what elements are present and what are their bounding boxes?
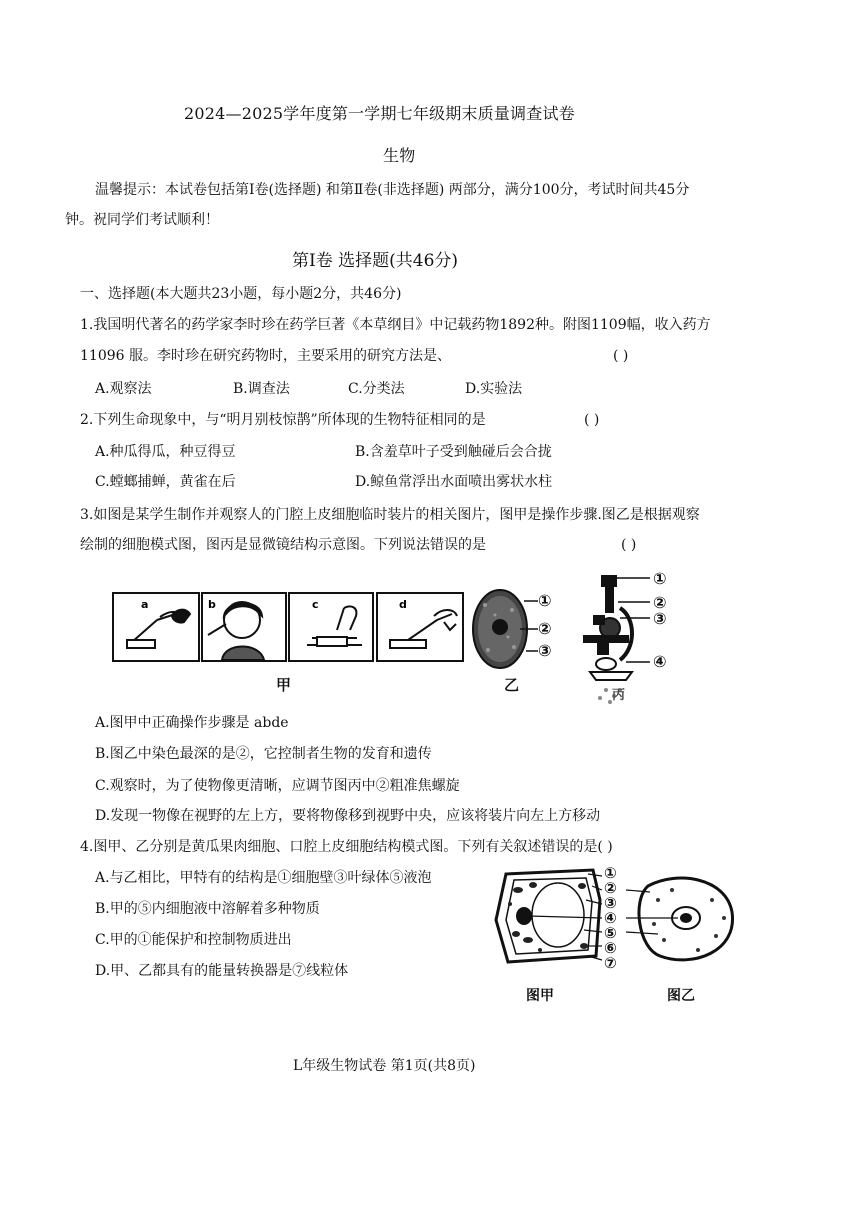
q4-marker-1: ① xyxy=(604,864,617,882)
q1-option-c: C.分类法 xyxy=(348,381,405,397)
question-3-answer-bracket: ( ) xyxy=(621,537,637,553)
notice-line-1: 温馨提示：本试卷包括第Ⅰ卷(选择题) 和第Ⅱ卷(非选择题) 两部分，满分100分，考试时间共45分 xyxy=(95,182,690,198)
q4-option-c: C.甲的①能保护和控制物质进出 xyxy=(95,932,292,948)
yi-marker-2: ② xyxy=(538,619,552,638)
q1-option-d: D.实验法 xyxy=(465,381,523,397)
q1-option-a: A.观察法 xyxy=(95,381,152,397)
bing-marker-1: ① xyxy=(653,569,667,588)
bing-marker-3: ③ xyxy=(653,609,667,628)
yi-marker-1: ① xyxy=(538,591,552,610)
question-1-text-cont: 11096 服。李时珍在研究药物时，主要采用的研究方法是、 xyxy=(80,348,451,364)
panel-c-letter: c xyxy=(312,598,319,611)
question-3-text: 3.如图是某学生制作并观察人的门腔上皮细胞临时装片的相关图片，图甲是操作步骤.图乙是根据观察 xyxy=(80,507,700,523)
q3-option-d: D.发现一物像在视野的左上方，要将物像移到视野中央，应该将装片向左上方移动 xyxy=(95,808,601,824)
panel-b-letter: b xyxy=(208,598,216,611)
section-title: 第Ⅰ卷 选择题(共46分) xyxy=(292,251,459,271)
q4-marker-6: ⑥ xyxy=(604,939,617,957)
panel-d-letter: d xyxy=(399,598,407,611)
question-1-answer-bracket: ( ) xyxy=(613,348,629,364)
bing-marker-2: ② xyxy=(653,593,667,612)
exam-title: 2024—2025学年度第一学期七年级期末质量调查试卷 xyxy=(184,104,575,123)
q2-option-a: A.种瓜得瓜，种豆得豆 xyxy=(95,444,236,460)
figure-q4-yi-label: 图乙 xyxy=(667,988,695,1004)
q2-option-b: B.含羞草叶子受到触碰后会合拢 xyxy=(355,444,552,460)
bing-marker-4: ④ xyxy=(653,652,667,671)
figure-jia-steps xyxy=(112,590,464,665)
q4-marker-7: ⑦ xyxy=(604,954,617,972)
panel-a-letter: a xyxy=(141,598,149,611)
q3-option-b: B.图乙中染色最深的是②，它控制者生物的发育和遗传 xyxy=(95,746,432,762)
figure-yi-label: 乙 xyxy=(504,676,520,694)
notice-line-2: 钟。祝同学们考试顺利！ xyxy=(65,212,219,228)
question-1-text: 1.我国明代著名的药学家李时珍在药学巨著《本草纲目》中记载药物1892种。附图1109幅，收入药方 xyxy=(80,317,711,333)
q4-marker-2: ② xyxy=(604,879,617,897)
q1-option-b: B.调查法 xyxy=(233,381,290,397)
q2-option-c: C.螳螂捕蝉，黄雀在后 xyxy=(95,474,236,490)
q4-marker-5: ⑤ xyxy=(604,924,617,942)
q4-option-b: B.甲的⑤内细胞液中溶解着多种物质 xyxy=(95,901,320,917)
subject-title: 生物 xyxy=(383,146,416,165)
q4-marker-3: ③ xyxy=(604,894,617,912)
question-4-text: 4.图甲、乙分别是黄瓜果肉细胞、口腔上皮细胞结构模式图。下列有关叙述错误的是( ) xyxy=(80,839,613,855)
figure-bing-label: 丙 xyxy=(612,688,626,703)
question-2-text: 2.下列生命现象中，与“明月别枝惊鹊”所体现的生物特征相同的是 xyxy=(80,412,486,428)
figure-yi-cell xyxy=(470,585,570,675)
q3-option-c: C.观察时，为了使物像更清晰，应调节图丙中②粗准焦螺旋 xyxy=(95,778,460,794)
question-2-answer-bracket: ( ) xyxy=(584,412,600,428)
q3-option-a: A.图甲中正确操作步骤是 abde xyxy=(95,715,289,731)
figure-q4-jia-label: 图甲 xyxy=(526,988,554,1004)
q4-option-a: A.与乙相比，甲特有的结构是①细胞壁③叶绿体⑤液泡 xyxy=(95,870,432,886)
section-intro: 一、选择题(本大题共23小题，每小题2分，共46分) xyxy=(80,286,402,302)
q2-option-d: D.鲸鱼常浮出水面喷出雾状水柱 xyxy=(355,474,553,490)
q4-marker-4: ④ xyxy=(604,909,617,927)
figure-jia-label: 甲 xyxy=(276,676,292,694)
yi-marker-3: ③ xyxy=(538,641,552,660)
q4-option-d: D.甲、乙都具有的能量转换器是⑦线粒体 xyxy=(95,963,349,979)
question-3-text-cont: 绘制的细胞模式图，图丙是显微镜结构示意图。下列说法错误的是 xyxy=(80,537,486,553)
page-footer: L年级生物试卷 第1页(共8页) xyxy=(293,1058,476,1074)
